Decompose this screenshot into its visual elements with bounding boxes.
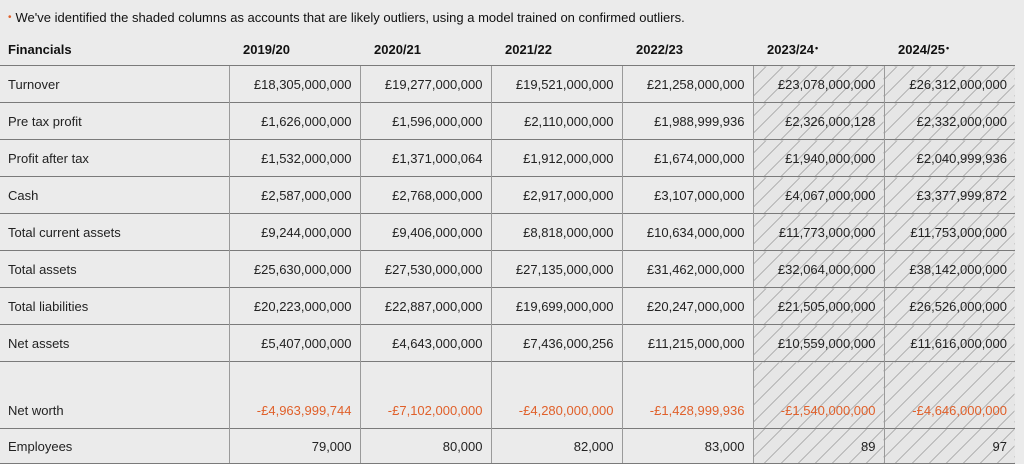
table-cell: £10,634,000,000: [622, 214, 753, 251]
table-cell: £9,244,000,000: [229, 214, 360, 251]
header-year-outlier: [753, 33, 884, 66]
table-cell-outlier-negative: -£4,646,000,000: [884, 362, 1015, 429]
table-cell-outlier: £4,067,000,000: [753, 177, 884, 214]
table-row: [0, 103, 1015, 140]
table-cell: 79,000: [229, 429, 360, 464]
header-year: 2022/23: [636, 41, 683, 57]
table-cell: £1,988,999,936: [622, 103, 753, 140]
table-row: [0, 140, 1015, 177]
table-row: [0, 251, 1015, 288]
table-cell: £1,596,000,000: [360, 103, 491, 140]
table-cell: £19,277,000,000: [360, 66, 491, 103]
table-cell: £25,630,000,000: [229, 251, 360, 288]
table-cell-negative: -£4,280,000,000: [491, 362, 622, 429]
table-cell-outlier: £38,142,000,000: [884, 251, 1015, 288]
table-row: [0, 325, 1015, 362]
table-cell: £2,917,000,000: [491, 177, 622, 214]
row-label: Profit after tax: [0, 140, 229, 177]
table-cell: £18,305,000,000: [229, 66, 360, 103]
table-cell: £1,912,000,000: [491, 140, 622, 177]
row-label: Net worth: [0, 362, 229, 429]
table-cell-outlier: £3,377,999,872: [884, 177, 1015, 214]
outlier-note: [8, 10, 685, 25]
table-cell-outlier: £11,753,000,000: [884, 214, 1015, 251]
table-cell-outlier: £23,078,000,000: [753, 66, 884, 103]
financials-table: [0, 33, 1015, 464]
header-year: 2021/22: [505, 41, 552, 57]
table-cell-negative: -£1,428,999,936: [622, 362, 753, 429]
table-cell: 82,000: [491, 429, 622, 464]
header-year-label: 2024/25: [898, 41, 945, 57]
table-cell-outlier: £2,040,999,936: [884, 140, 1015, 177]
table-cell-negative: -£4,963,999,744: [229, 362, 360, 429]
header-year-outlier: [884, 33, 1015, 66]
table-cell: £1,371,000,064: [360, 140, 491, 177]
table-cell: £19,699,000,000: [491, 288, 622, 325]
table-cell: £27,530,000,000: [360, 251, 491, 288]
table-cell: £22,887,000,000: [360, 288, 491, 325]
outlier-marker-icon: •: [8, 12, 12, 23]
row-label: Net assets: [0, 325, 229, 362]
table-cell: £31,462,000,000: [622, 251, 753, 288]
table-cell: £4,643,000,000: [360, 325, 491, 362]
table-cell-outlier: £26,312,000,000: [884, 66, 1015, 103]
table-row: [0, 362, 1015, 429]
table-cell: £2,768,000,000: [360, 177, 491, 214]
table-cell: £1,674,000,000: [622, 140, 753, 177]
table-cell-outlier: £2,326,000,128: [753, 103, 884, 140]
table-cell: 83,000: [622, 429, 753, 464]
table-cell: £3,107,000,000: [622, 177, 753, 214]
row-label: Total current assets: [0, 214, 229, 251]
outlier-marker-icon: •: [946, 42, 950, 53]
header-year-label: 2023/24: [767, 41, 814, 57]
table-cell: £20,223,000,000: [229, 288, 360, 325]
table-cell: £21,258,000,000: [622, 66, 753, 103]
table-cell-outlier: £10,559,000,000: [753, 325, 884, 362]
table-cell: 80,000: [360, 429, 491, 464]
table-header-row: [0, 33, 1015, 66]
table-cell: £7,436,000,256: [491, 325, 622, 362]
outlier-marker-icon: •: [815, 42, 819, 53]
header-year: 2020/21: [374, 41, 421, 57]
table-cell: £8,818,000,000: [491, 214, 622, 251]
header-financials: Financials: [8, 41, 72, 57]
row-label: Total assets: [0, 251, 229, 288]
table-cell-negative: -£7,102,000,000: [360, 362, 491, 429]
row-label: Pre tax profit: [0, 103, 229, 140]
table-cell: £2,110,000,000: [491, 103, 622, 140]
table-cell-outlier: £11,773,000,000: [753, 214, 884, 251]
table-cell-outlier: £1,940,000,000: [753, 140, 884, 177]
table-cell: £5,407,000,000: [229, 325, 360, 362]
table-cell: £19,521,000,000: [491, 66, 622, 103]
table-row: [0, 288, 1015, 325]
table-cell: £1,626,000,000: [229, 103, 360, 140]
table-cell: £2,587,000,000: [229, 177, 360, 214]
table-row: [0, 66, 1015, 103]
table-cell-outlier-negative: -£1,540,000,000: [753, 362, 884, 429]
row-label: Employees: [0, 429, 229, 464]
table-cell: £11,215,000,000: [622, 325, 753, 362]
row-label: Cash: [0, 177, 229, 214]
table-cell: £1,532,000,000: [229, 140, 360, 177]
table-cell: £20,247,000,000: [622, 288, 753, 325]
table-cell-outlier: £2,332,000,000: [884, 103, 1015, 140]
header-year: 2019/20: [243, 41, 290, 57]
table-cell-outlier: £26,526,000,000: [884, 288, 1015, 325]
table-cell-outlier: £21,505,000,000: [753, 288, 884, 325]
table-row: [0, 214, 1015, 251]
table-cell-outlier: 97: [884, 429, 1015, 464]
table-cell-outlier: £11,616,000,000: [884, 325, 1015, 362]
table-cell-outlier: 89: [753, 429, 884, 464]
table-row: [0, 429, 1015, 464]
row-label: Total liabilities: [0, 288, 229, 325]
row-label: Turnover: [0, 66, 229, 103]
outlier-note-text: We've identified the shaded columns as accounts that are likely outliers, using a model trained on confirmed outliers.: [15, 10, 685, 25]
table-cell: £27,135,000,000: [491, 251, 622, 288]
table-cell-outlier: £32,064,000,000: [753, 251, 884, 288]
table-cell: £9,406,000,000: [360, 214, 491, 251]
table-row: [0, 177, 1015, 214]
